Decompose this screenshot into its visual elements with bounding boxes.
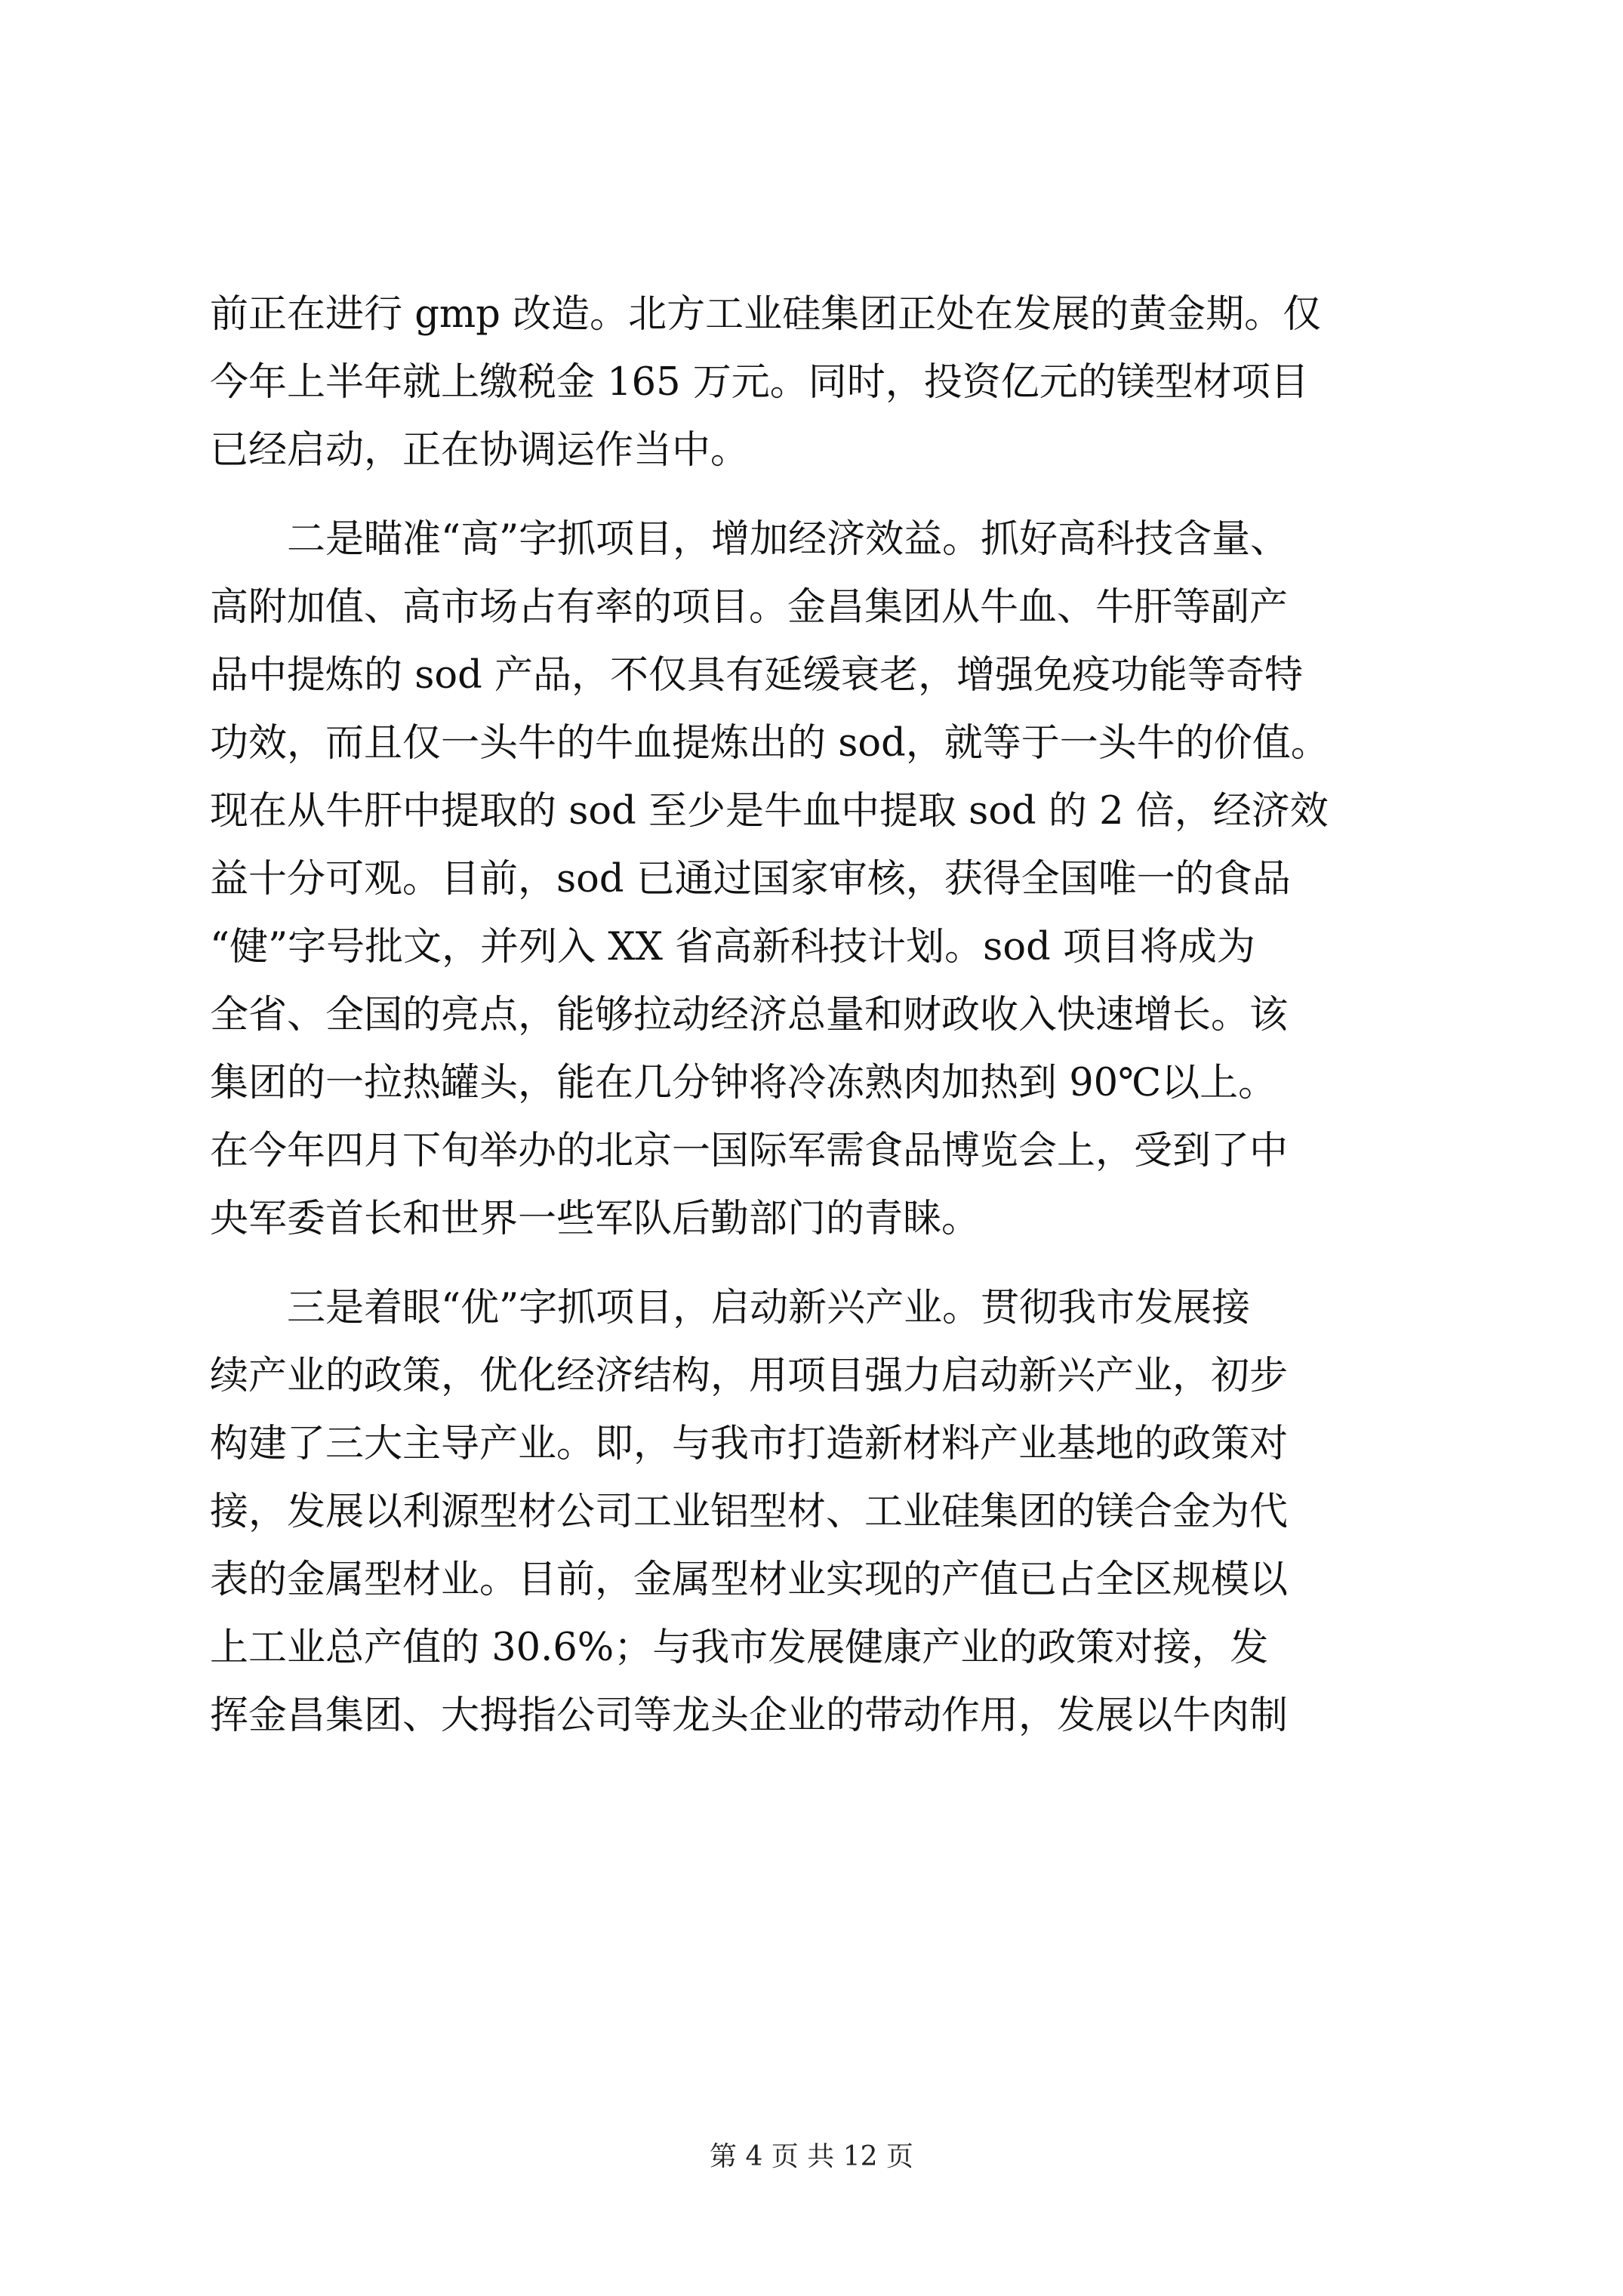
text-line: 已经启动，正在协调运作当中。 — [210, 428, 750, 473]
text-line: 挥金昌集团、大拇指公司等龙头企业的带动作用，发展以牛肉制 — [210, 1693, 1289, 1738]
text-line: 前正在进行 gmp 改造。北方工业硅集团正处在发展的黄金期。仅 — [210, 292, 1322, 337]
page-footer: 第 4 页 共 12 页 — [710, 2141, 913, 2172]
text-line: 构建了三大主导产业。即，与我市打造新材料产业基地的政策对 — [210, 1422, 1289, 1466]
paragraph — [210, 506, 1425, 1253]
text-line: 品中提炼的 sod 产品，不仅具有延缓衰老，增强免疫功能等奇特 — [210, 653, 1303, 698]
text-line: “健”字号批文，并列入 XX 省高新科技计划。sod 项目将成为 — [210, 925, 1255, 969]
text-line: 上工业总产值的 30.6%；与我市发展健康产业的政策对接，发 — [210, 1626, 1269, 1670]
text-line: 表的金属型材业。目前，金属型材业实现的产值已占全区规模以 — [210, 1558, 1289, 1602]
text-line: 二是瞄准“高”字抓项目，增加经济效益。抓好高科技含量、 — [287, 517, 1289, 562]
text-line: 今年上半年就上缴税金 165 万元。同时，投资亿元的镁型材项目 — [210, 360, 1309, 405]
text-line: 续产业的政策，优化经济结构，用项目强力启动新兴产业，初步 — [210, 1354, 1289, 1398]
text-line: 集团的一拉热罐头，能在几分钟将冷冻熟肉加热到 90℃以上。 — [210, 1061, 1277, 1105]
text-line: 接，发展以利源型材公司工业铝型材、工业硅集团的镁合金为代 — [210, 1490, 1289, 1534]
text-line: 高附加值、高市场占有率的项目。金昌集团从牛血、牛肝等副产 — [210, 585, 1289, 630]
text-line: 现在从牛肝中提取的 sod 至少是牛血中提取 sod 的 2 倍，经济效 — [210, 789, 1329, 834]
text-line: 央军委首长和世界一些军队后勤部门的青睐。 — [210, 1197, 981, 1241]
body-text — [210, 281, 1425, 1750]
text-line: 全省、全国的亮点，能够拉动经济总量和财政收入快速增长。该 — [210, 993, 1289, 1037]
paragraph — [210, 1274, 1425, 1750]
text-line: 在今年四月下旬举办的北京一国际军需食品博览会上，受到了中 — [210, 1129, 1289, 1173]
paragraph — [210, 281, 1425, 485]
text-line: 三是着眼“优”字抓项目，启动新兴产业。贯彻我市发展接 — [287, 1286, 1251, 1330]
text-line: 功效，而且仅一头牛的牛血提炼出的 sod，就等于一头牛的价值。 — [210, 721, 1329, 766]
text-line: 益十分可观。目前，sod 已通过国家审核，获得全国唯一的食品 — [210, 857, 1291, 901]
